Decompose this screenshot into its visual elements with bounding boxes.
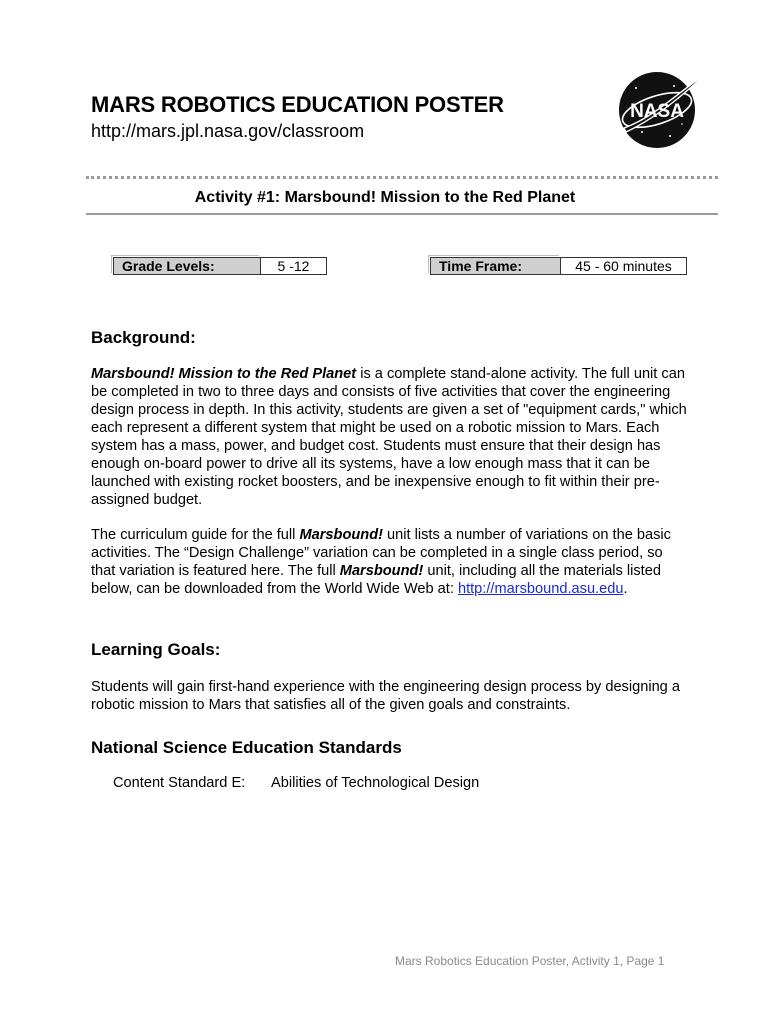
background-paragraph-1: Marsbound! Mission to the Red Planet is a complete stand-alone activity. The full unit can be completed in two to three days and consists of five activities that cover the engineering design process in depth. In this activity, students are given a set of "equipment cards," which each represent a different system that might be used on a robotic mission to Mars. Each system has a mass, power, and budget cost. Students must ensure that their design has enough on-board power to drive all its systems, have a low enough mass that it can be launched with existing rocket boosters, and be inexpensive enough to fit within their pre-assigned budget. <box>91 366 687 508</box>
background-heading: Background: <box>91 328 196 347</box>
page-title: MARS ROBOTICS EDUCATION POSTER <box>91 92 504 117</box>
activity-name-emphasis: Marsbound! Mission to the Red Planet <box>91 366 357 382</box>
background-paragraph-2: The curriculum guide for the full Marsbound! unit lists a number of variations on the basic activities. The “Design Challenge” variation can be completed in a single class period, so that variation is featured here. The full Marsbound! unit, including all the materials listed below, can be downloaded from the World Wide Web at: http://marsbound.asu.edu. <box>91 527 671 597</box>
header-divider <box>86 176 718 179</box>
standards-heading: National Science Education Standards <box>91 738 402 757</box>
content-standard-label: Content Standard E: <box>113 775 246 791</box>
learning-goals-heading: Learning Goals: <box>91 640 221 659</box>
activity-divider <box>86 213 718 215</box>
grade-levels-value: 5 -12 <box>260 257 327 275</box>
learning-goals-text: Students will gain first-hand experience with the engineering design process by designing a robotic mission to Mars that satisfies all of the given goals and constraints. <box>91 679 680 713</box>
content-standard-row <box>113 775 479 791</box>
content-standard-value: Abilities of Technological Design <box>271 775 480 791</box>
header-url: http://mars.jpl.nasa.gov/classroom <box>91 121 365 141</box>
marsbound-link[interactable]: http://marsbound.asu.edu <box>457 581 624 597</box>
nasa-logo <box>612 66 710 150</box>
page-footer: Mars Robotics Education Poster, Activity 1, Page 1 <box>395 954 665 968</box>
activity-title: Activity #1: Marsbound! Mission to the Red Planet <box>194 189 576 206</box>
nasa-logo-text: NASA <box>630 101 684 122</box>
time-frame-label: Time Frame: <box>430 257 561 275</box>
time-frame-value: 45 - 60 minutes <box>560 257 687 275</box>
grade-levels-label: Grade Levels: <box>113 257 261 275</box>
